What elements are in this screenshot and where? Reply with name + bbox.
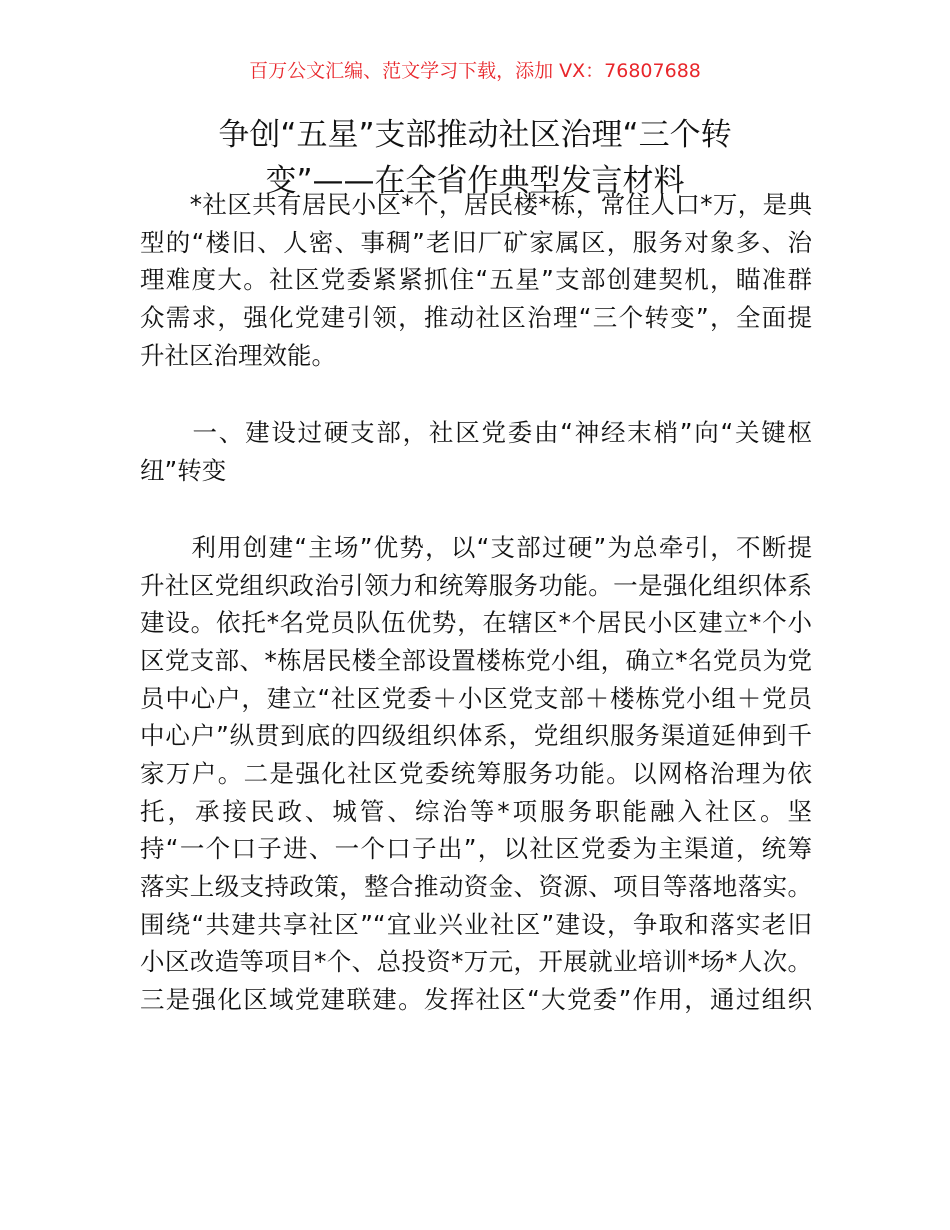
text-line: 建设。依托*名党员队伍优势，在辖区*个居民小区建立*个小 xyxy=(140,608,812,638)
document-body xyxy=(140,186,812,1020)
text-line: 纽”转变 xyxy=(140,455,227,485)
text-line: 围绕“共建共享社区”“宜业兴业社区”建设，争取和落实老旧 xyxy=(140,909,812,939)
section-heading xyxy=(140,414,812,489)
text-line: 理难度大。社区党委紧紧抓住“五星”支部创建契机，瞄准群 xyxy=(140,265,812,295)
header-banner: 百万公文汇编、范文学习下载，添加 VX：76807688 xyxy=(249,60,701,82)
text-line: 升社区党组织政治引领力和统筹服务功能。一是强化组织体系 xyxy=(140,570,812,600)
title-line: 争创“五星”支部推动社区治理“三个转 xyxy=(218,117,732,153)
text-line: 持“一个口子进、一个口子出”，以社区党委为主渠道，统筹 xyxy=(140,834,812,864)
paragraph-spacing xyxy=(140,491,812,529)
text-line: 一、建设过硬支部，社区党委由“神经末梢”向“关键枢 xyxy=(140,417,812,447)
text-line: 托，承接民政、城管、综治等*项服务职能融入社区。坚 xyxy=(140,796,812,826)
paragraph-spacing xyxy=(140,376,812,414)
paragraph xyxy=(140,529,812,1019)
text-line: 区党支部、*栋居民楼全部设置楼栋党小组，确立*名党员为党 xyxy=(140,645,812,675)
text-line: 落实上级支持政策，整合推动资金、资源、项目等落地落实。 xyxy=(140,872,812,901)
text-line: 家万户。二是强化社区党委统筹服务功能。以网格治理为依 xyxy=(140,758,812,788)
text-line: 升社区治理效能。 xyxy=(140,340,336,370)
paragraph xyxy=(140,186,812,374)
text-line: 员中心户，建立“社区党委＋小区党支部＋楼栋党小组＋党员 xyxy=(140,683,812,713)
text-line: 型的“楼旧、人密、事稠”老旧厂矿家属区，服务对象多、治 xyxy=(140,227,812,257)
title-line: 变”——在全省作典型发言材料 xyxy=(265,163,685,199)
text-line: *社区共有居民小区*个，居民楼*栋，常住人口*万，是典 xyxy=(140,190,812,219)
text-line: 中心户”纵贯到底的四级组织体系，党组织服务渠道延伸到千 xyxy=(140,721,812,751)
text-line: 三是强化区域党建联建。发挥社区“大党委”作用，通过组织 xyxy=(140,985,812,1015)
text-line: 众需求，强化党建引领，推动社区治理“三个转变”，全面提 xyxy=(140,303,812,333)
text-line: 利用创建“主场”优势，以“支部过硬”为总牵引，不断提 xyxy=(140,532,812,562)
text-line: 小区改造等项目*个、总投资*万元，开展就业培训*场*人次。 xyxy=(140,947,812,977)
